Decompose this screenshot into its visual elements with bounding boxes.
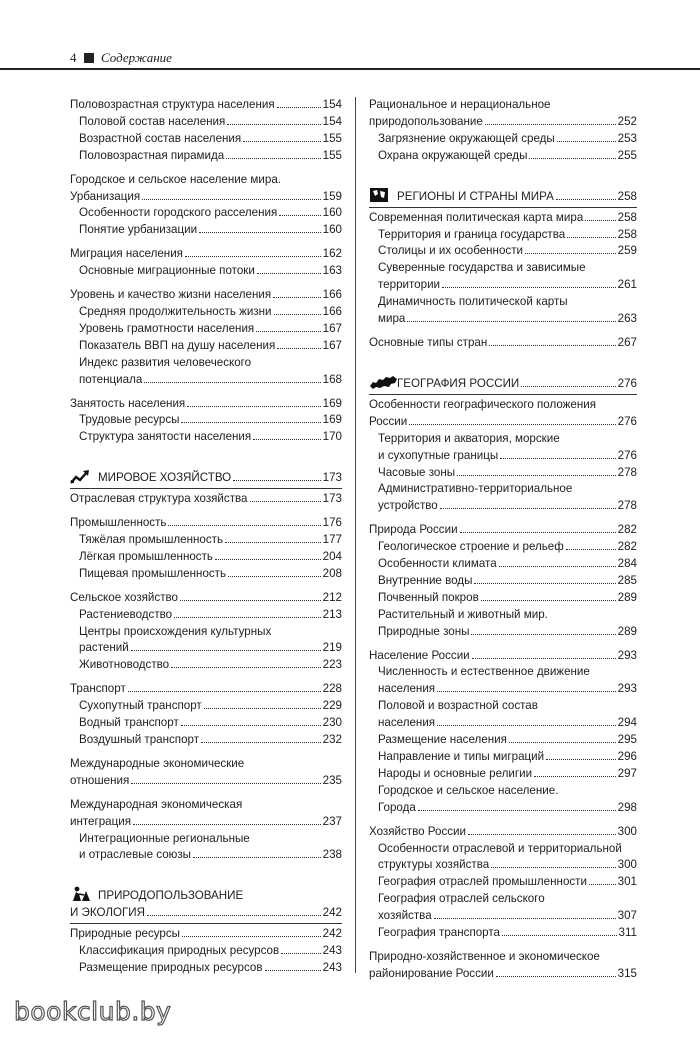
toc-entry[interactable]: Транспорт 228: [70, 682, 342, 696]
toc-subentry[interactable]: Трудовые ресурсы 169: [79, 413, 342, 427]
toc-subentry[interactable]: Особенности отраслевой и территориальной структуры хозяйства 300: [378, 841, 637, 872]
toc-subentry[interactable]: Особенности климата 284: [378, 557, 637, 571]
toc-subentry[interactable]: Водный транспорт 230: [79, 716, 342, 730]
toc-subentry[interactable]: Центры происхождения культурных растений 219: [79, 624, 342, 655]
toc-subentry[interactable]: Городское и сельское население. Города 298: [378, 783, 637, 814]
column-divider: [355, 97, 356, 973]
running-header: [0, 48, 700, 68]
toc-subentry[interactable]: Растениеводство 213: [79, 607, 342, 621]
toc-subentry[interactable]: Суверенные государства и зависимые территории 261: [378, 261, 637, 292]
toc-entry[interactable]: Хозяйство России 300: [369, 824, 637, 838]
toc-subentry[interactable]: Растительный и животный мир. Природные зоны 289: [378, 607, 637, 638]
toc-entry[interactable]: Основные типы стран 267: [369, 335, 637, 349]
toc-subentry[interactable]: Показатель ВВП на душу населения 167: [79, 338, 342, 352]
toc-right-column: [369, 97, 637, 983]
toc-subentry[interactable]: Территория и граница государства 258: [378, 227, 637, 241]
toc-subentry[interactable]: Направление и типы миграций 296: [378, 750, 637, 763]
toc-subentry[interactable]: Классификация природных ресурсов 243: [79, 944, 342, 958]
toc-subentry[interactable]: Лёгкая промышленность 204: [79, 549, 342, 563]
header-title: Содержание: [101, 50, 172, 65]
toc-subentry[interactable]: Особенности городского расселения 160: [79, 206, 342, 220]
toc-subentry[interactable]: Понятие урбанизации 160: [79, 223, 342, 237]
toc-entry[interactable]: Половозрастная структура населения 154: [70, 98, 342, 111]
toc-subentry[interactable]: География транспорта 311: [378, 926, 637, 940]
toc-entry[interactable]: Природные ресурсы 242: [70, 927, 342, 941]
toc-subentry[interactable]: Почвенный покров 289: [378, 590, 637, 604]
section-heading-ecology[interactable]: ПРИРОДОПОЛЬЗОВАНИЕ И ЭКОЛОГИЯ 242: [70, 883, 342, 924]
toc-subentry[interactable]: Половой состав населения 154: [79, 114, 342, 128]
toc-subentry[interactable]: Структура занятости населения 170: [79, 430, 342, 444]
header-rule: [0, 68, 700, 70]
toc-entry[interactable]: Природа России 282: [369, 523, 637, 537]
toc-subentry[interactable]: Воздушный транспорт 232: [79, 733, 342, 746]
toc-entry[interactable]: Особенности географического положения России 276: [369, 397, 637, 428]
toc-subentry[interactable]: Интеграционные региональные и отраслевые союзы 238: [79, 831, 342, 862]
toc-entry[interactable]: Природно-хозяйственное и экономическое районирование России 315: [369, 949, 637, 980]
toc-subentry[interactable]: Размещение населения 295: [378, 733, 637, 747]
economy-icon: [70, 468, 92, 484]
toc-subentry[interactable]: Геологическое строение и рельеф 282: [378, 540, 637, 554]
toc-entry[interactable]: Городское и сельское население мира. Урбанизация 159: [70, 172, 342, 203]
toc-entry[interactable]: Современная политическая карта мира 258: [369, 210, 637, 224]
watermark-logo: bookclub.by: [14, 997, 172, 1026]
section-heading-regions[interactable]: РЕГИОНЫ И СТРАНЫ МИРА 258: [369, 184, 637, 208]
toc-entry[interactable]: Международная экономическая интеграция 237: [70, 797, 342, 828]
toc-entry[interactable]: Занятость населения 169: [70, 396, 342, 410]
section-heading-world-economy[interactable]: МИРОВОЕ ХОЗЯЙСТВО 173: [70, 465, 342, 489]
toc-subentry[interactable]: География отраслей промышленности 301: [378, 875, 637, 889]
toc-subentry[interactable]: Половозрастная пирамида 155: [79, 148, 342, 162]
toc-subentry[interactable]: Возрастной состав населения 155: [79, 131, 342, 145]
page-number: 4: [70, 50, 77, 65]
ecology-icon: [70, 886, 92, 902]
toc-subentry[interactable]: Размещение природных ресурсов 243: [79, 961, 342, 975]
toc-entry[interactable]: Международные экономические отношения 235: [70, 756, 342, 787]
toc-subentry[interactable]: Пищевая промышленность 208: [79, 566, 342, 580]
russia-map-icon: [369, 374, 391, 390]
toc-subentry[interactable]: Уровень грамотности населения 167: [79, 321, 342, 335]
toc-entry[interactable]: Миграция населения 162: [70, 247, 342, 261]
toc-left-column: [70, 97, 342, 977]
header-square-icon: [84, 53, 94, 63]
toc-subentry[interactable]: Народы и основные религии 297: [378, 766, 637, 780]
toc-subentry[interactable]: Динамичность политической карты мира 263: [378, 295, 637, 326]
toc-subentry[interactable]: Индекс развития человеческого потенциала 168: [79, 355, 342, 386]
toc-entry[interactable]: Уровень и качество жизни населения 166: [70, 288, 342, 302]
toc-subentry[interactable]: Часовые зоны 278: [378, 465, 637, 479]
toc-subentry[interactable]: Животноводство 223: [79, 658, 342, 672]
toc-subentry[interactable]: Загрязнение окружающей среды 253: [378, 131, 637, 145]
toc-entry[interactable]: Сельское хозяйство 212: [70, 590, 342, 604]
toc-entry[interactable]: Население России 293: [369, 648, 637, 662]
toc-subentry[interactable]: Территория и акватория, морские и сухопутные границы 276: [378, 431, 637, 462]
toc-subentry[interactable]: Столицы и их особенности 259: [378, 244, 637, 258]
toc-subentry[interactable]: Охрана окружающей среды 255: [378, 148, 637, 162]
toc-subentry[interactable]: Внутренние воды 285: [378, 573, 637, 587]
toc-subentry[interactable]: Половой и возрастной состав населения 294: [378, 699, 637, 730]
toc-subentry[interactable]: Средняя продолжительность жизни 166: [79, 304, 342, 318]
toc-entry[interactable]: Рациональное и нерациональное природопользование 252: [369, 98, 637, 128]
toc-subentry[interactable]: Тяжёлая промышленность 177: [79, 533, 342, 547]
toc-subentry[interactable]: Численность и естественное движение населения 293: [378, 665, 637, 696]
world-map-icon: [369, 187, 391, 203]
toc-entry[interactable]: Отраслевая структура хозяйства 173: [70, 492, 342, 506]
toc-subentry[interactable]: Сухопутный транспорт 229: [79, 699, 342, 713]
toc-entry[interactable]: Промышленность 176: [70, 516, 342, 530]
toc-subentry[interactable]: География отраслей сельского хозяйства 307: [378, 892, 637, 923]
section-heading-russia[interactable]: ГЕОГРАФИЯ РОССИИ 276: [369, 371, 637, 395]
toc-subentry[interactable]: Административно-территориальное устройство 278: [378, 482, 637, 513]
toc-subentry[interactable]: Основные миграционные потоки 163: [79, 264, 342, 278]
